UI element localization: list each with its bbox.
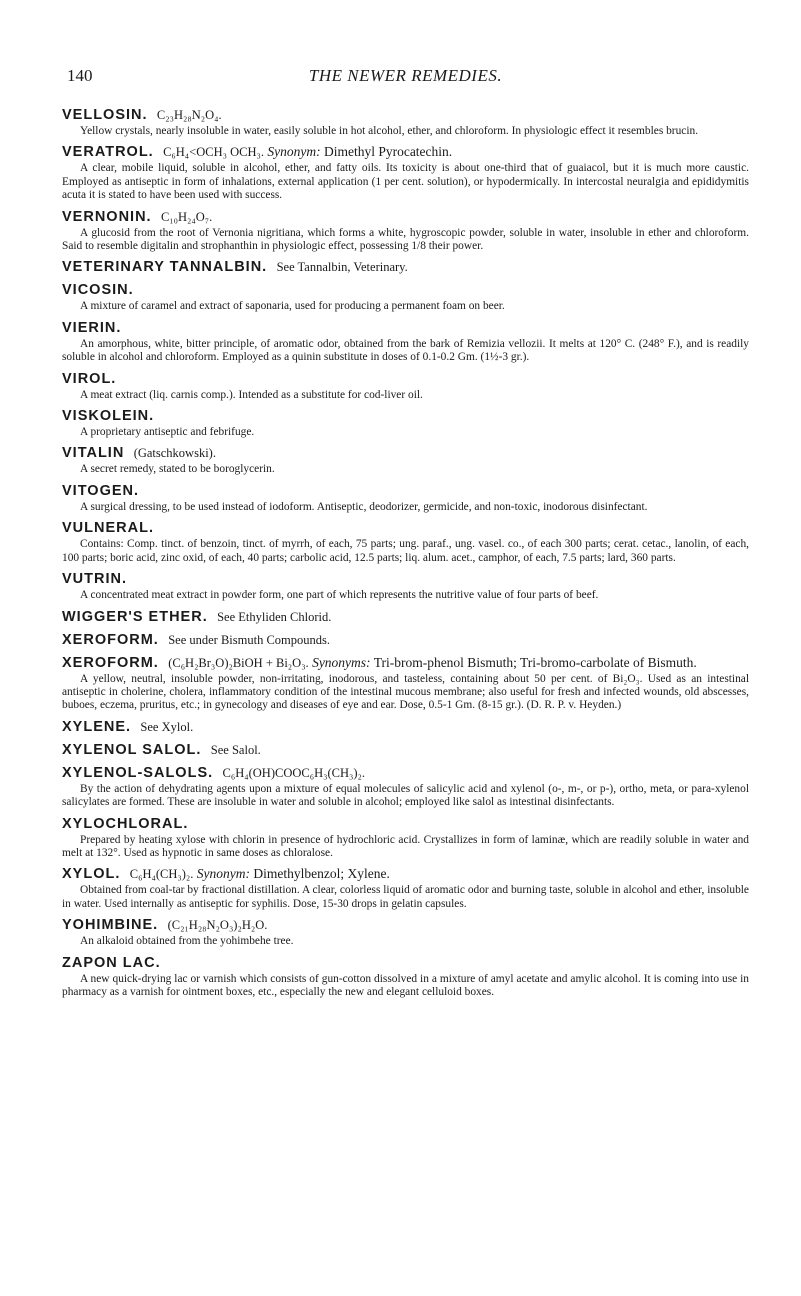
entry-headline [62, 631, 749, 649]
dictionary-entry [62, 718, 749, 736]
dictionary-entry [62, 319, 749, 365]
dictionary-entry [62, 143, 749, 202]
entry-headline [62, 764, 749, 782]
entry-description: A proprietary antiseptic and febrifuge. [80, 426, 255, 439]
see-reference: See Salol. [210, 742, 261, 757]
dictionary-entry [62, 258, 749, 276]
entry-term: XEROFORM. [62, 631, 159, 648]
synonym-label: Synonym: [267, 144, 321, 160]
entry-formula: (C₂₁H₂₈N₂O₃)₂H₂O. [167, 918, 268, 933]
entry-description: Prepared by heating xylose with chlorin in presence of hydrochloric acid. Crystallizes in form of laminæ, which are readily soluble in water and melt at 132°. Used as hypnotic in same doses as chloralose. [62, 833, 749, 859]
entry-headline [62, 570, 749, 588]
entry-term: VELLOSIN. [62, 107, 148, 123]
entry-term: VISKOLEIN. [62, 408, 155, 425]
dictionary-entry [62, 444, 749, 476]
entry-headline [62, 865, 749, 883]
entry-headline [62, 654, 749, 672]
entry-headline [62, 319, 749, 337]
entry-headline [62, 815, 749, 833]
entry-formula: C₁₀H₂₄O₇. [160, 209, 213, 224]
entry-description: An alkaloid obtained from the yohimbehe tree. [80, 935, 294, 948]
dictionary-entry [62, 741, 749, 759]
dictionary-entry [62, 654, 749, 713]
entry-formula: (C₆H₂Br₃O)₂BiOH + Bi₂O₃. [168, 655, 309, 670]
entry-headline [62, 718, 749, 736]
entry-headline [62, 208, 749, 226]
entry-description: A concentrated meat extract in powder form, one part of which represents the nutritive value of four parts of beef. [80, 589, 599, 602]
entry-description: A mixture of caramel and extract of saponaria, used for producing a permanent foam on beer. [80, 300, 505, 313]
dictionary-entry [62, 407, 749, 439]
page-number: 140 [67, 66, 93, 85]
dictionary-entry [62, 815, 749, 861]
entry-term: VUTRIN. [62, 571, 127, 588]
entry-headline [62, 143, 749, 161]
entry-description: A clear, mobile liquid, soluble in alcohol, ether, and fatty oils. Its toxicity is about one-third that of guaiacol, but it is much more caustic. Employed as antiseptic in form of inhalations, external application (1 per cent. solution), or hypodermically. In intercostal neuralgia and epididymitis acuta it is stated to have been used with success. [62, 162, 749, 202]
entry-term: WIGGER'S ETHER. [62, 608, 208, 625]
dictionary-entry [62, 482, 749, 514]
entry-description: Obtained from coal-tar by fractional distillation. A clear, colorless liquid of aromatic odor and burning taste, soluble in alcohol and ether, insoluble in water. Used internally as antiseptic for syphilis. Dose, 15-30 drops in gelatin capsules. [62, 884, 749, 910]
entry-description: A secret remedy, stated to be boroglycerin. [80, 463, 275, 476]
entry-term: VULNERAL. [62, 520, 154, 537]
entry-term: VIERIN. [62, 319, 122, 336]
synonym-label: Synonym: [196, 866, 250, 882]
entry-formula: C₆H₄<OCH₃ OCH₃. [163, 145, 264, 160]
dictionary-entry [62, 570, 749, 602]
entry-formula: C₆H₄(OH)COOC₆H₃(CH₃)₂. [222, 765, 365, 780]
dictionary-entry [62, 954, 749, 1000]
dictionary-entry [62, 865, 749, 911]
entry-term: XEROFORM. [62, 654, 159, 671]
entry-description: Contains: Comp. tinct. of benzoin, tinct. of myrrh, of each, 75 parts; ung. paraf., ung. vasel. co., of each 300 parts; cerat. cetac., lanolin, of each, 100 parts; boric acid, zinc oxid, of each, 40 parts; carbolic acid, 12.5 parts; liq. alum. acet., camphor, of each, 7.5 parts; lard, 360 parts. [62, 538, 749, 564]
entry-term: XYLENE. [62, 718, 132, 735]
entry-description: Yellow crystals, nearly insoluble in water, easily soluble in hot alcohol, ether, and chloroform. In physiologic effect it resembles brucin. [80, 125, 699, 137]
see-reference: See Xylol. [140, 719, 194, 734]
entry-term: XYLENOL-SALOLS. [62, 764, 214, 781]
dictionary-entry [62, 208, 749, 254]
dictionary-entry [62, 764, 749, 810]
see-reference: See Ethyliden Chlorid. [217, 609, 332, 624]
page-header: THE NEWER REMEDIES. [308, 66, 503, 85]
see-reference: See Tannalbin, Veterinary. [276, 260, 408, 275]
entry-term: VIROL. [62, 370, 117, 387]
entry-formula: C₆H₄(CH₃)₂. [129, 867, 194, 882]
running-head [62, 66, 749, 88]
entry-term: VERATROL. [62, 144, 154, 161]
dictionary-entry [62, 916, 749, 948]
dictionary-entry [62, 106, 749, 138]
entry-description: A glucosid from the root of Vernonia nigritiana, which forms a white, hygroscopic powder, soluble in water, insoluble in ether and chloroform. Said to resemble digitalin and strophanthin in physiologic effect, possessing 1/8 their power. [62, 226, 749, 253]
entry-description: An amorphous, white, bitter principle, of aromatic odor, obtained from the bark of Remizia vellozii. It melts at 120° C. (248° F.), and is readily soluble in alcohol and chloroform. Employed as a quinin substitute in doses of 0.1-0.2 Gm. (1½-3 gr.). [62, 337, 749, 364]
dictionary-entries [62, 106, 749, 999]
dictionary-entry [62, 631, 749, 649]
synonym-value: Dimethylbenzol; Xylene. [253, 866, 390, 882]
entry-term: ZAPON LAC. [62, 954, 161, 971]
entry-formula: (Gatschkowski). [133, 446, 216, 461]
entry-headline [62, 482, 749, 500]
entry-headline [62, 916, 749, 934]
entry-headline [62, 741, 749, 759]
entry-headline [62, 407, 749, 425]
entry-description: A yellow, neutral, insoluble powder, non-irritating, inodorous, and tasteless, containing about 50 per cent. of Bi₂O₃. Used as an intestinal antiseptic in cholerine, cholera, inflammatory condition of the intestinal mucous membrane; also useful for fresh and infected wounds, old abscesses, buboes, eczema, pruritus, etc.; in gynecology and diseases of eye and ear. Dose, 0.5-1 Gm. (8-15 gr.). (D. R. P. v. Heyden.) [62, 672, 749, 712]
entry-term: VETERINARY TANNALBIN. [62, 259, 268, 276]
dictionary-entry [62, 608, 749, 626]
entry-description: A meat extract (liq. carnis comp.). Intended as a substitute for cod-liver oil. [80, 388, 423, 401]
entry-term: YOHIMBINE. [62, 917, 159, 934]
entry-headline [62, 608, 749, 626]
synonym-value: Dimethyl Pyrocatechin. [323, 144, 453, 160]
synonym-value: Tri-brom-phenol Bismuth; Tri-bromo-carbolate of Bismuth. [373, 654, 697, 670]
entry-headline [62, 519, 749, 537]
entry-headline [62, 281, 749, 299]
entry-description: A surgical dressing, to be used instead of iodoform. Antiseptic, deodorizer, germicide, and non-toxic, inodorous disinfectant. [80, 500, 648, 513]
entry-headline [62, 258, 749, 276]
entry-term: XYLOL. [62, 866, 121, 883]
entry-description: By the action of dehydrating agents upon a mixture of equal molecules of salicylic acid and xylenol (o-, m-, or p-), ortho, meta, or para-xylenol salicylates are formed. These are insoluble in water and soluble in alcohol; employed like salol as intestinal disinfectants. [62, 782, 749, 809]
see-reference: See under Bismuth Compounds. [168, 632, 330, 647]
dictionary-entry [62, 281, 749, 313]
entry-term: VITALIN [62, 445, 125, 462]
entry-headline [62, 954, 749, 972]
entry-term: XYLOCHLORAL. [62, 815, 189, 832]
synonym-label: Synonyms: [312, 654, 371, 670]
entry-headline [62, 106, 749, 124]
entry-description: A new quick-drying lac or varnish which consists of gun-cotton dissolved in a mixture of amyl acetate and amylic alcohol. It is coming into use in pharmacy as a varnish for ointment boxes, etc., especially the new and elegant celluloid boxes. [62, 972, 749, 998]
entry-headline [62, 444, 749, 462]
entry-term: VITOGEN. [62, 482, 140, 499]
dictionary-entry [62, 519, 749, 565]
entry-term: VERNONIN. [62, 208, 152, 225]
entry-headline [62, 370, 749, 388]
entry-term: XYLENOL SALOL. [62, 741, 202, 758]
entry-formula: C₂₃H₂₈N₂O₄. [156, 108, 222, 122]
dictionary-entry [62, 370, 749, 402]
entry-term: VICOSIN. [62, 282, 134, 299]
